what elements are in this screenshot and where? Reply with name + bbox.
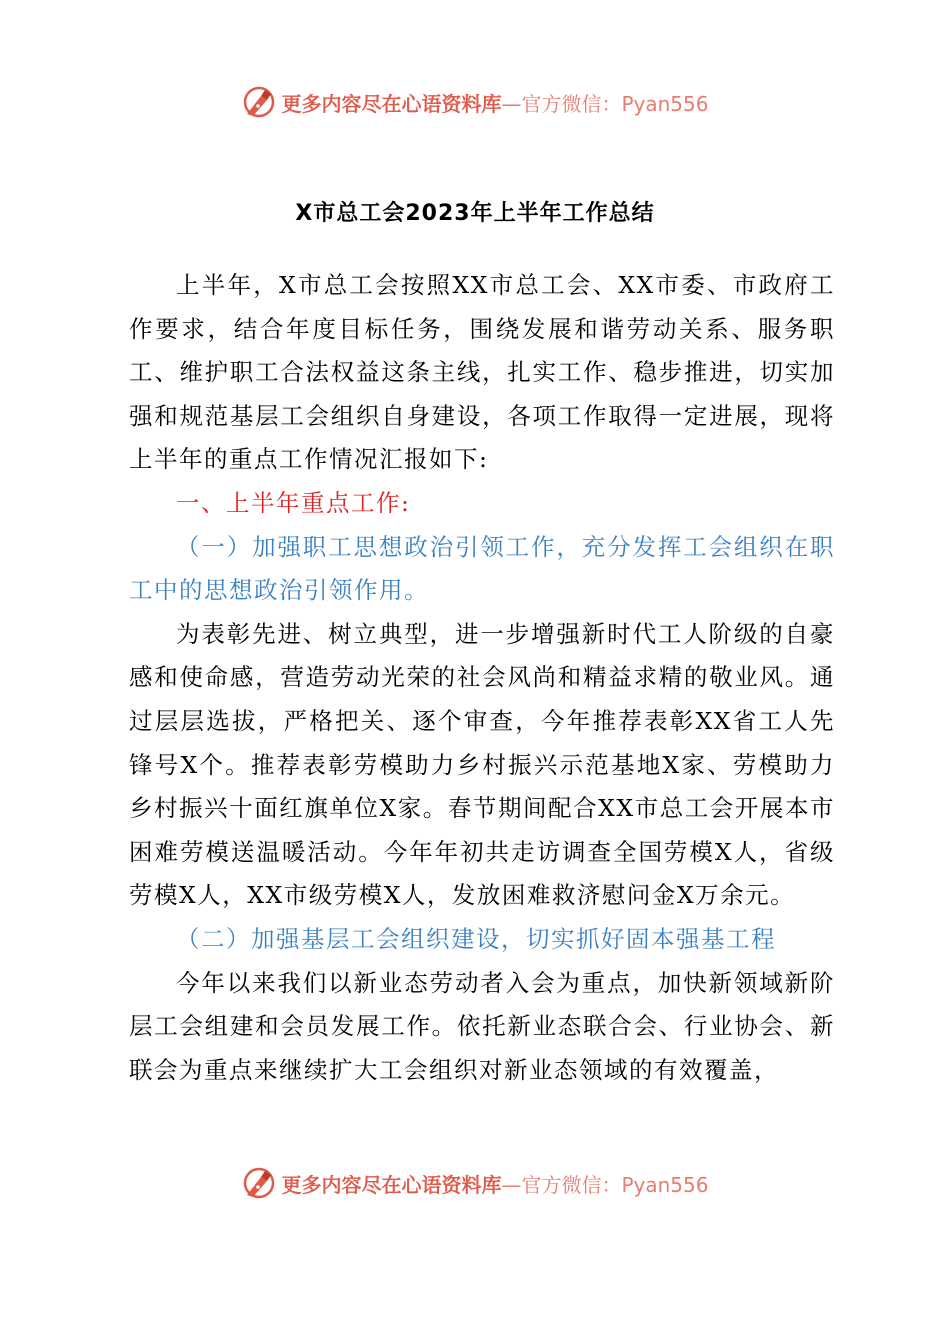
pen-nib-logo-icon xyxy=(241,84,277,120)
document-body xyxy=(129,264,835,1092)
pen-nib-logo-icon xyxy=(241,1165,277,1201)
subsection-body-1: 为表彰先进、树立典型，进一步增强新时代工人阶级的自豪感和使命感，营造劳动光荣的社会风尚和精益求精的敬业风。通过层层选拔，严格把关、逐个审查，今年推荐表彰XX省工人先锋号X个。推荐表彰劳模助力乡村振兴示范基地X家、劳模助力乡村振兴十面红旗单位X家。春节期间配合XX市总工会开展本市困难劳模送温暖活动。今年年初共走访调查全国劳模X人，省级劳模X人，XX市级劳模X人，发放困难救济慰问金X万余元。 xyxy=(129,619,835,910)
watermark-contact: —官方微信：Pyan556 xyxy=(501,91,709,116)
section-heading: 一、上半年重点工作: xyxy=(176,488,411,517)
subsection-heading-1: （一）加强职工思想政治引领工作，充分发挥工会组织在职工中的思想政治引领作用。 xyxy=(129,532,835,605)
intro-paragraph: 上半年，X市总工会按照XX市总工会、XX市委、市政府工作要求，结合年度目标任务，围绕发展和谐劳动关系、服务职工、维护职工合法权益这条主线，扎实工作、稳步推进，切实加强和规范基层工会组织自身建设，各项工作取得一定进展，现将上半年的重点工作情况汇报如下: xyxy=(129,271,835,474)
subsection-heading-2: （二）加强基层工会组织建设，切实抓好固本强基工程 xyxy=(176,924,776,953)
watermark-contact: —官方微信：Pyan556 xyxy=(501,1172,709,1197)
watermark-banner-bottom xyxy=(0,1163,950,1203)
document-title: X市总工会2023年上半年工作总结 xyxy=(295,201,655,226)
watermark-brand: 更多内容尽在心语资料库 xyxy=(281,91,502,116)
watermark-brand: 更多内容尽在心语资料库 xyxy=(281,1172,502,1197)
watermark-banner-top xyxy=(0,82,950,122)
subsection-body-2: 今年以来我们以新业态劳动者入会为重点，加快新领域新阶层工会组建和会员发展工作。依托新业态联合会、行业协会、新联会为重点来继续扩大工会组织对新业态领域的有效覆盖， xyxy=(129,968,835,1084)
